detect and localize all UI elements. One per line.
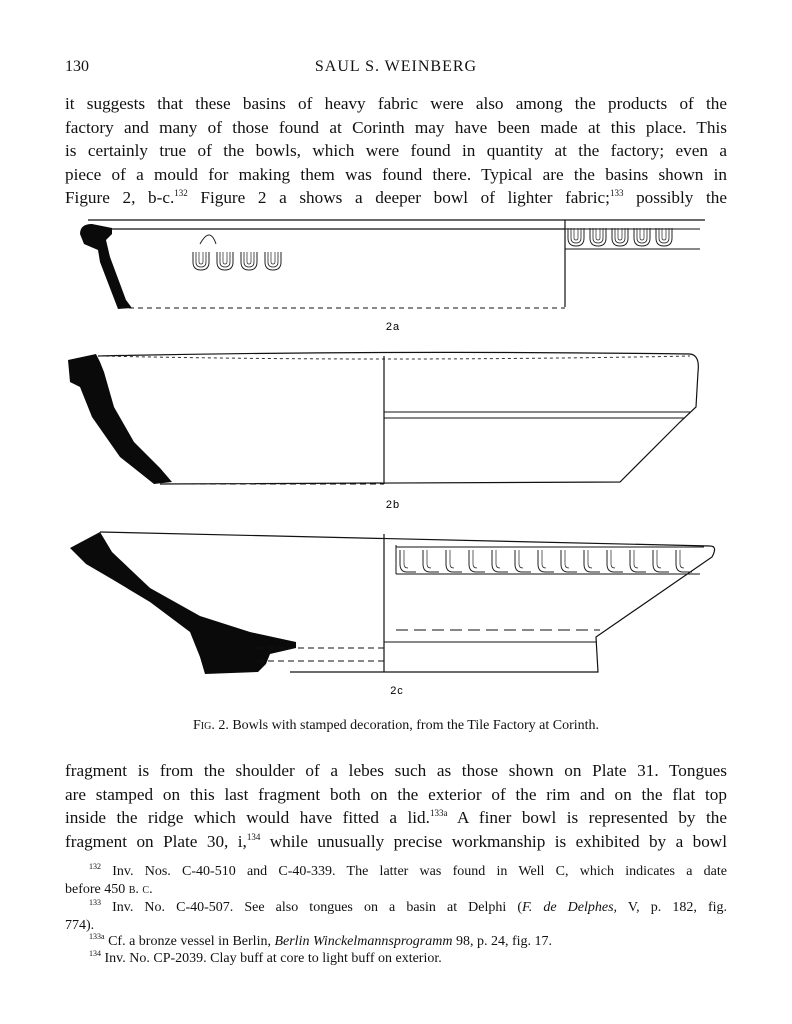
text-line: it suggests that these basins of heavy fabric were also among the products of the xyxy=(65,94,727,113)
footnote-ref[interactable]: 133a xyxy=(429,808,448,819)
bowl-2c-drawing xyxy=(70,532,715,674)
text-line: Figure 2, b-c.$^{132}$ Figure 2 a shows a deeper bowl of lighter fabric;$^{133}$ possibly the xyxy=(65,188,727,208)
caption-fig-number: Fig. 2. xyxy=(192,718,229,733)
text-line: factory and many of those found at Corinth may have been made at this place. This xyxy=(65,117,727,137)
text-line: fragment is from the shoulder of a lebes such as those shown on Plate 31. Tongues xyxy=(65,761,727,780)
bowl-2b-drawing xyxy=(68,352,698,484)
figure-label-2b: 2b xyxy=(385,499,401,511)
text-line: inside the ridge which would have fitted a lid.$^{133a}$ A finer bowl is represented by the xyxy=(65,808,727,828)
caption-text: Bowls with stamped decoration, from the Tile Factory at Corinth. xyxy=(228,718,600,733)
footnote-134: $^{134}$ Inv. No. CP-2039. Clay buff at core to light buff on exterior. xyxy=(89,949,442,966)
text-line: are stamped on this last fragment both on the exterior of the rim and on the flat top xyxy=(65,784,727,804)
figure-label-2c: 2c xyxy=(390,685,404,697)
footnote-132: $^{132}$ Inv. Nos. C-40-510 and C-40-339. The latter was found in Well C, which indicates a date before 450 b. c. xyxy=(65,862,727,897)
footnote-ref[interactable]: 134 xyxy=(246,831,261,842)
bowl-2a-drawing xyxy=(80,220,705,309)
figure-caption xyxy=(65,718,727,734)
figure-label-2a: 2a xyxy=(385,321,401,333)
footnote-ref[interactable]: 132 xyxy=(174,188,188,199)
footnote-ref[interactable]: 133 xyxy=(609,188,624,199)
figure-2-bowl-profiles xyxy=(0,212,792,712)
running-head-author: SAUL S. WEINBERG xyxy=(314,58,478,75)
footnote-133a: $^{133a}$ Cf. a bronze vessel in Berlin, Berlin Winckelmannsprogramm 98, p. 24, fig. 17. xyxy=(89,932,552,949)
running-header xyxy=(65,58,727,82)
footnote-133: $^{133}$ Inv. No. C-40-507. See also tongues on a basin at Delphi (F. de Delphes, V, p. 182, fig. 774). xyxy=(65,898,727,933)
text-line: piece of a mould for making them was found there. Typical are the basins shown in xyxy=(65,164,727,184)
text-line: fragment on Plate 30, i,$^{134}$ while unusually precise workmanship is exhibited by a bowl xyxy=(65,831,727,851)
text-line: is certainly true of the bowls, which were found in quantity at the factory; even a xyxy=(65,141,727,161)
paragraph-top xyxy=(65,92,727,210)
paragraph-bottom xyxy=(65,759,727,853)
page-number: 130 xyxy=(65,58,89,75)
